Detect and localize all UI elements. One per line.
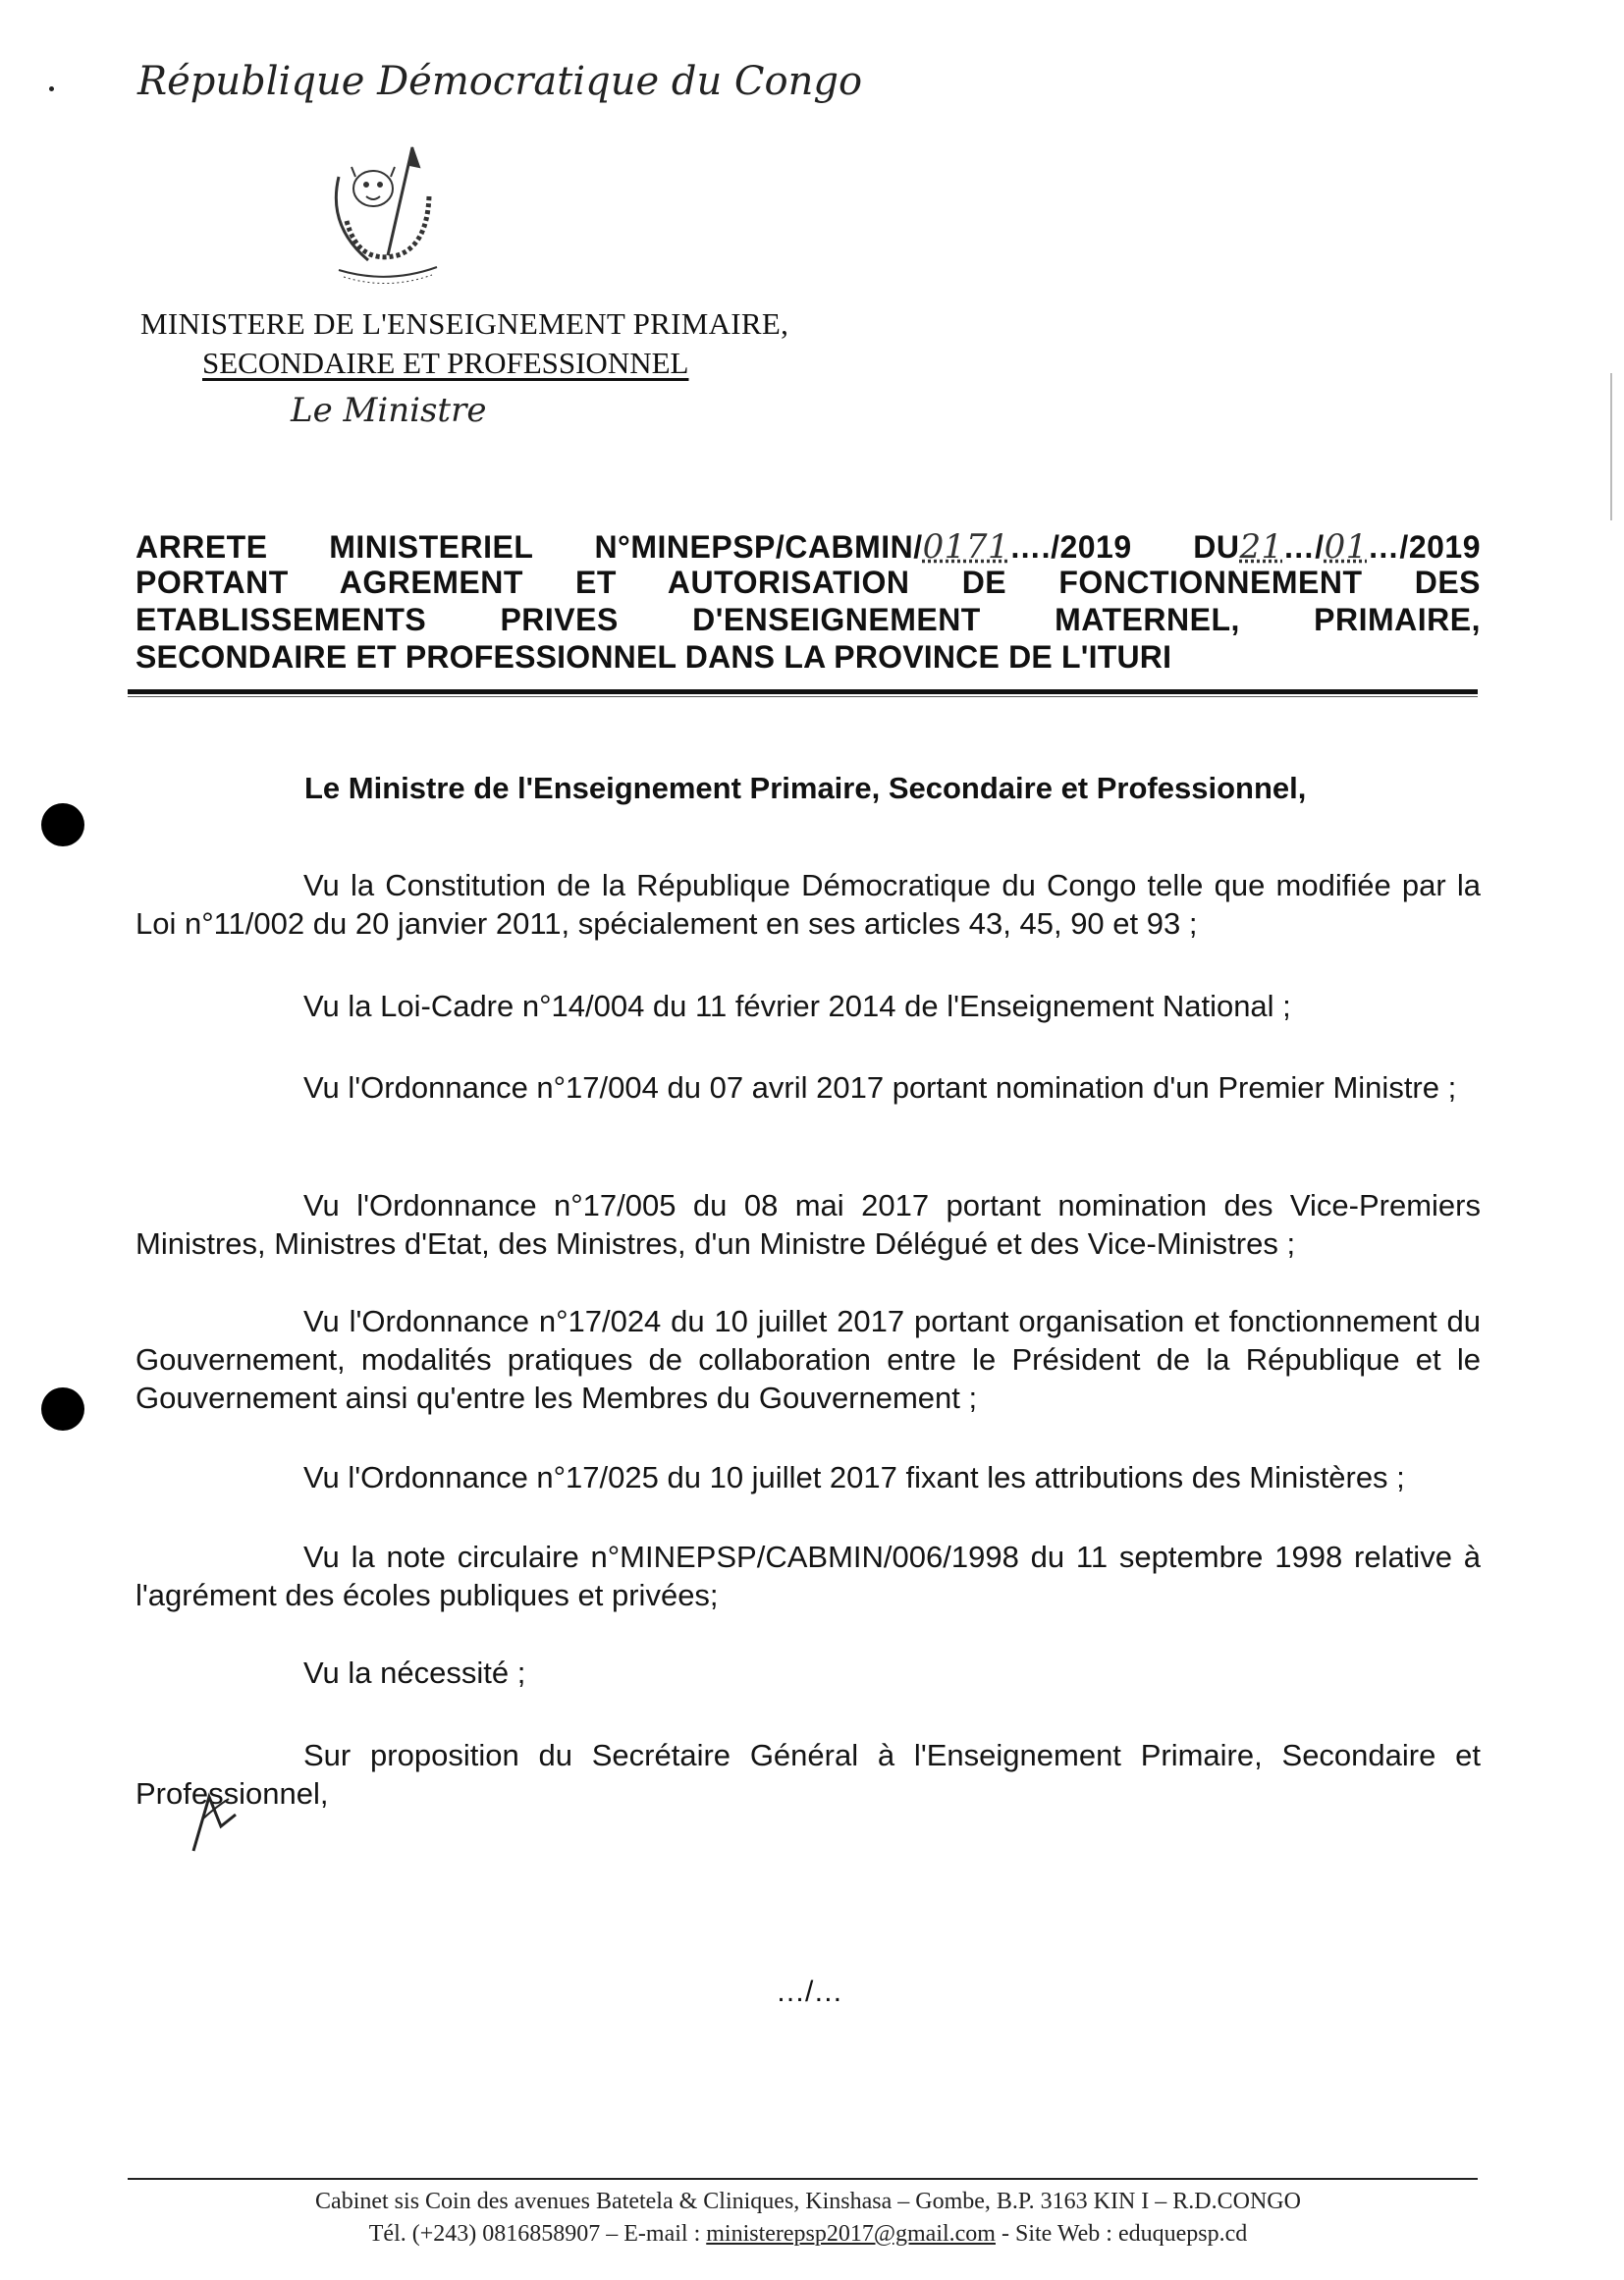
paragraph-ordonnance-17-005: Vu l'Ordonnance n°17/005 du 08 mai 2017 portant nomination des Vice-Premiers Ministres, Ministres d'Etat, des Ministres, d'un Ministre Délégué et des Vice-Ministres ; [135, 1188, 1481, 1261]
decree-sep: …/ [1282, 529, 1325, 565]
paragraph-proposition: Sur proposition du Secrétaire Général à l'Enseignement Primaire, Secondaire et Professionnel, [135, 1738, 1481, 1811]
footer-website[interactable]: eduquepsp.cd [1117, 2221, 1248, 2247]
paragraph-note-circulaire: Vu la note circulaire n°MINEPSP/CABMIN/006/1998 du 11 septembre 1998 relative à l'agrément des écoles publiques et privées; [135, 1540, 1481, 1612]
punch-hole-2 [41, 1387, 84, 1431]
footer-contact [135, 2218, 1481, 2251]
handwritten-initials [182, 1777, 250, 1861]
footer-email-link[interactable]: ministerepsp2017@gmail.com [706, 2221, 996, 2247]
continuation-mark: …/… [776, 1976, 843, 2008]
paragraph-loi-cadre: Vu la Loi-Cadre n°14/004 du 11 février 2014 de l'Enseignement National ; [303, 989, 1291, 1023]
coat-of-arms-emblem [319, 137, 457, 299]
decree-ref-prefix: ARRETE MINISTERIEL N°MINEPSP/CABMIN/ [135, 529, 923, 565]
footer-address: Cabinet sis Coin des avenues Batetela & Cliniques, Kinshasa – Gombe, B.P. 3163 KIN I – R.D.CONGO [315, 2189, 1301, 2214]
title-divider [128, 689, 1478, 694]
decree-title-line-3: ETABLISSEMENTS PRIVES D'ENSEIGNEMENT MATERNEL, PRIMAIRE, [135, 602, 1481, 637]
footer-phone: Tél. (+243) 0816858907 – E-mail : [368, 2221, 707, 2247]
scan-speck [49, 86, 54, 91]
title-divider-thin [128, 696, 1478, 697]
decree-ref-end: …/2019 [1367, 529, 1481, 565]
footer-site-prefix: - Site Web : [995, 2221, 1118, 2247]
paragraph-ordonnance-17-004: Vu l'Ordonnance n°17/004 du 07 avril 2017 portant nomination d'un Premier Ministre ; [303, 1070, 1457, 1105]
decree-title-line-2: PORTANT AGREMENT ET AUTORISATION DE FONCTIONNEMENT DES [135, 565, 1481, 600]
country-name: République Démocratique du Congo [137, 59, 863, 104]
decree-day-handwritten: 21 [1239, 527, 1283, 567]
addressee: Le Ministre de l'Enseignement Primaire, Secondaire et Professionnel, [304, 771, 1307, 805]
office-title: Le Ministre [291, 391, 487, 430]
paragraph-ordonnance-17-024: Vu l'Ordonnance n°17/024 du 10 juillet 2017 portant organisation et fonctionnement du Gouvernement, modalités pratiques de collaboration entre le Président de la République et le Gouvernement ainsi qu'entre les Membres du Gouvernement ; [135, 1304, 1481, 1415]
paragraph-constitution: Vu la Constitution de la République Démocratique du Congo telle que modifiée par la Loi n°11/002 du 20 janvier 2011, spécialement en ses articles 43, 45, 90 et 93 ; [135, 868, 1481, 941]
ministry-line-2: SECONDAIRE ET PROFESSIONNEL [202, 346, 689, 380]
decree-title-line-4: SECONDAIRE ET PROFESSIONNEL DANS LA PROVINCE DE L'ITURI [135, 639, 1172, 675]
decree-number-handwritten: 0171 [922, 527, 1010, 567]
paragraph-ordonnance-17-025: Vu l'Ordonnance n°17/025 du 10 juillet 2017 fixant les attributions des Ministères ; [303, 1460, 1405, 1494]
paragraph-necessite: Vu la nécessité ; [303, 1656, 526, 1690]
decree-month-handwritten: 01 [1324, 527, 1368, 567]
scan-edge [1610, 373, 1612, 520]
ministry-line-1: MINISTERE DE L'ENSEIGNEMENT PRIMAIRE, [140, 306, 789, 341]
punch-hole-1 [41, 803, 84, 846]
decree-reference [135, 527, 1481, 567]
decree-year-du: …./2019 DU [1009, 529, 1240, 565]
footer-divider [128, 2178, 1478, 2180]
